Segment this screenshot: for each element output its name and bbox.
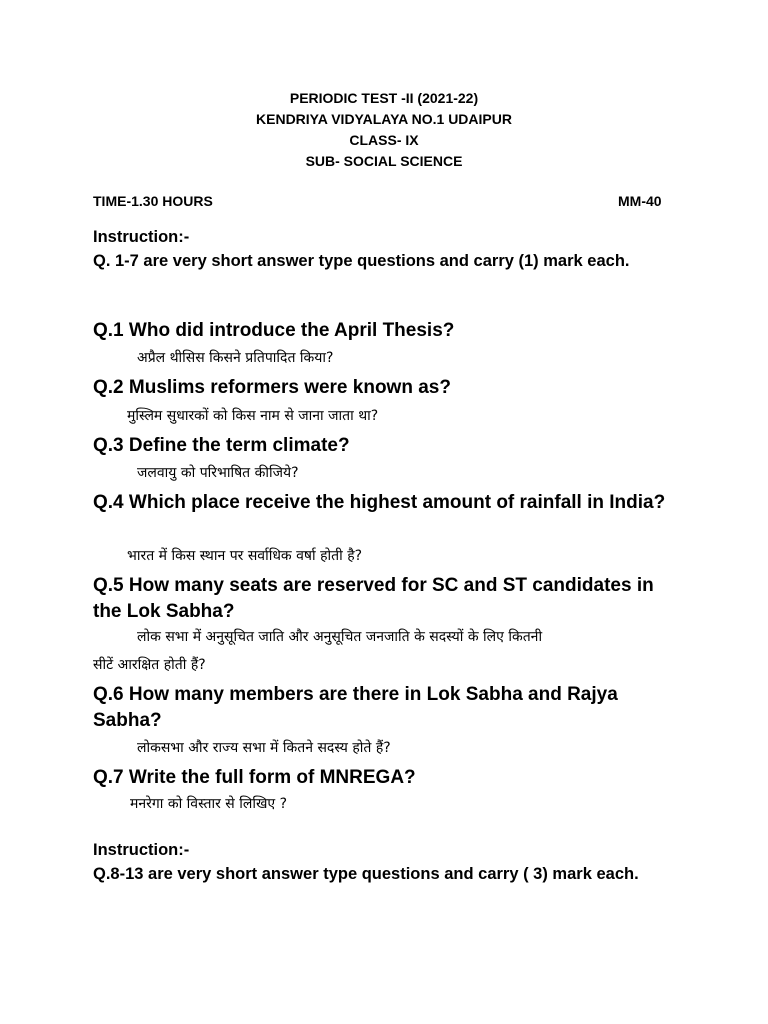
question-6-hindi: लोकसभा और राज्य सभा में कितने सदस्य होते हैं? <box>137 740 391 756</box>
question-4: Q.4 Which place receive the highest amount of rainfall in India? <box>93 492 666 513</box>
time-label: TIME-1.30 HOURS <box>93 193 213 209</box>
question-6: Q.6 How many members are there in Lok Sabha and Rajya Sabha? <box>93 684 618 731</box>
question-1: Q.1 Who did introduce the April Thesis? <box>93 320 455 341</box>
question-1-hindi: अप्रैल थीसिस किसने प्रतिपादित किया? <box>137 350 334 366</box>
question-5-hindi-line2: सीटें आरक्षित होती हैं? <box>93 657 206 673</box>
instruction-text-2: Q.8-13 are very short answer type questions and carry ( 3) mark each. <box>93 865 639 883</box>
question-2-hindi: मुस्लिम सुधारकों को किस नाम से जाना जाता था? <box>127 408 379 424</box>
instruction-heading-2: Instruction:- <box>93 841 190 859</box>
instruction-text: Q. 1-7 are very short answer type questions and carry (1) mark each. <box>93 252 630 270</box>
class-label: CLASS- IX <box>349 132 419 148</box>
question-4-hindi: भारत में किस स्थान पर सर्वाधिक वर्षा होती है? <box>127 548 363 564</box>
question-3: Q.3 Define the term climate? <box>93 435 350 456</box>
question-3-hindi: जलवायु को परिभाषित कीजिये? <box>137 465 299 481</box>
question-2: Q.2 Muslims reformers were known as? <box>93 377 451 398</box>
question-7-hindi: मनरेगा को विस्तार से लिखिए ? <box>130 796 288 812</box>
subject-label: SUB- SOCIAL SCIENCE <box>305 153 463 169</box>
instruction-heading: Instruction:- <box>93 228 190 246</box>
school-name: KENDRIYA VIDYALAYA NO.1 UDAIPUR <box>256 111 512 127</box>
question-5: Q.5 How many seats are reserved for SC and ST candidates in the Lok Sabha? <box>93 575 654 622</box>
exam-title: PERIODIC TEST -II (2021-22) <box>289 90 479 106</box>
question-5-hindi-line1: लोक सभा में अनुसूचित जाति और अनुसूचित जनजाति के सदस्यों के लिए कितनी <box>137 629 543 645</box>
question-7: Q.7 Write the full form of MNREGA? <box>93 767 416 788</box>
max-marks-label: MM-40 <box>618 193 662 209</box>
